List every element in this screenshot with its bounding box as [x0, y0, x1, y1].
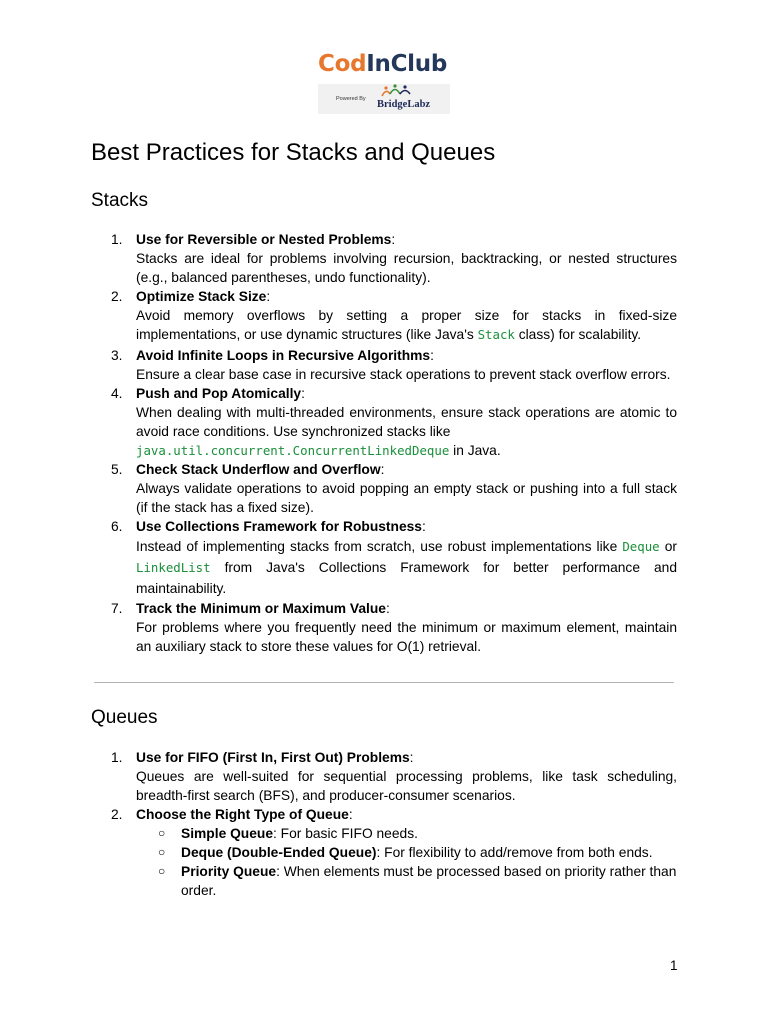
- section-heading-queues: Queues: [91, 707, 158, 728]
- item-title: Choose the Right Type of Queue: [136, 807, 349, 822]
- description-text: in Java.: [449, 443, 501, 458]
- item-description: Ensure a clear base case in recursive stack operations to prevent stack overflow errors.: [136, 367, 671, 382]
- circle-bullet-icon: ○: [158, 845, 166, 859]
- sub-list-item: [136, 862, 677, 900]
- codinclub-logo: [318, 50, 458, 116]
- list-number: 2.: [111, 807, 123, 822]
- list-number: 5.: [111, 462, 123, 477]
- item-colon: :: [409, 750, 414, 765]
- list-number: 2.: [111, 289, 123, 304]
- list-number: 7.: [111, 601, 123, 616]
- list-item: [91, 384, 677, 460]
- page-title: Best Practices for Stacks and Queues: [91, 139, 496, 166]
- list-number: 1.: [111, 232, 123, 247]
- section-divider: [94, 682, 674, 683]
- sub-item-text: : For flexibility to add/remove from both ends.: [376, 845, 653, 860]
- item-description: [136, 306, 677, 344]
- logo-text-in: In: [366, 51, 391, 77]
- item-colon: :: [391, 232, 396, 247]
- list-item: [91, 599, 677, 656]
- list-number: 3.: [111, 348, 123, 363]
- item-title: Use for FIFO (First In, First Out) Problems: [136, 750, 410, 765]
- item-title: Use Collections Framework for Robustness: [136, 519, 422, 534]
- item-title: Optimize Stack Size: [136, 289, 267, 304]
- item-title: Check Stack Underflow and Overflow: [136, 462, 381, 477]
- list-item: [91, 805, 677, 900]
- item-title: Track the Minimum or Maximum Value: [136, 601, 386, 616]
- stacks-list: [91, 230, 677, 656]
- section-heading-stacks: Stacks: [91, 190, 149, 211]
- item-description: When dealing with multi-threaded environments, ensure stack operations are atomic to avoid race conditions. Use synchronized stacks like: [136, 405, 677, 439]
- list-item: [91, 230, 677, 287]
- list-item: [91, 287, 677, 344]
- list-item: [91, 517, 677, 599]
- description-text: Instead of implementing stacks from scratch, use robust implementations like: [136, 539, 623, 554]
- code-deque: Deque: [622, 539, 660, 554]
- description-text: or: [659, 539, 677, 554]
- item-description: Queues are well-suited for sequential processing problems, like task scheduling, breadth-first search (BFS), and producer-consumer scenarios.: [136, 769, 677, 803]
- code-linkedlist: LinkedList: [136, 560, 211, 575]
- list-number: 1.: [111, 750, 123, 765]
- code-concurrentlinkeddeque: java.util.concurrent.ConcurrentLinkedDeque: [136, 443, 450, 458]
- queue-types-list: [136, 824, 677, 900]
- item-title: Push and Pop Atomically: [136, 386, 302, 401]
- circle-bullet-icon: ○: [158, 826, 166, 840]
- list-number: 4.: [111, 386, 123, 401]
- description-text: Avoid memory overflows by setting a proper size for stacks in fixed-size implementations, or use dynamic structures (like Java's: [136, 308, 677, 342]
- sub-item-text: : For basic FIFO needs.: [273, 826, 418, 841]
- list-item: [91, 460, 677, 517]
- page-number: 1: [670, 958, 678, 973]
- item-colon: :: [301, 386, 305, 401]
- bridgelabz-wordmark: BridgeLabz: [377, 99, 431, 110]
- sub-list-item: [136, 843, 677, 862]
- item-title: Use for Reversible or Nested Problems: [136, 232, 392, 247]
- list-item: [91, 748, 677, 805]
- item-colon: :: [266, 289, 271, 304]
- item-description: Stacks are ideal for problems involving recursion, backtracking, or nested structures (e.g., balanced parentheses, undo functionality).: [136, 251, 677, 285]
- item-colon: :: [421, 519, 426, 534]
- item-description: Always validate operations to avoid popping an empty stack or pushing into a full stack (if the stack has a fixed size).: [136, 481, 677, 515]
- sub-item-text: : When elements must be processed based on priority rather than order.: [181, 864, 677, 898]
- description-text: from Java's Collections Framework for better performance and maintainability.: [136, 560, 677, 596]
- item-description-cont: [136, 441, 677, 460]
- circle-bullet-icon: ○: [158, 864, 166, 878]
- item-description: For problems where you frequently need the minimum or maximum element, maintain an auxiliary stack to store these values for O(1) retrieval.: [136, 620, 677, 654]
- queues-list: [91, 748, 677, 900]
- item-colon: :: [348, 807, 353, 822]
- sub-list-item: [136, 824, 677, 843]
- powered-by-label: Powered By: [336, 96, 366, 102]
- logo-text-club: Club: [390, 51, 447, 77]
- list-number: 6.: [111, 519, 123, 534]
- logo-wordmark: [318, 50, 458, 78]
- sub-item-title: Deque (Double-Ended Queue): [181, 845, 377, 860]
- logo-text-cod: Cod: [318, 51, 367, 77]
- sub-item-title: Priority Queue: [181, 864, 277, 879]
- item-colon: :: [380, 462, 385, 477]
- item-colon: :: [430, 348, 434, 363]
- sub-item-title: Simple Queue: [181, 826, 274, 841]
- list-item: [91, 346, 677, 384]
- item-description: [136, 536, 677, 599]
- code-stack: Stack: [477, 327, 515, 342]
- item-title: Avoid Infinite Loops in Recursive Algorithms: [136, 348, 431, 363]
- description-text: class) for scalability.: [514, 327, 642, 342]
- bridgelabz-figures-icon: [380, 84, 430, 98]
- item-colon: :: [385, 601, 390, 616]
- powered-by-banner: [318, 84, 450, 114]
